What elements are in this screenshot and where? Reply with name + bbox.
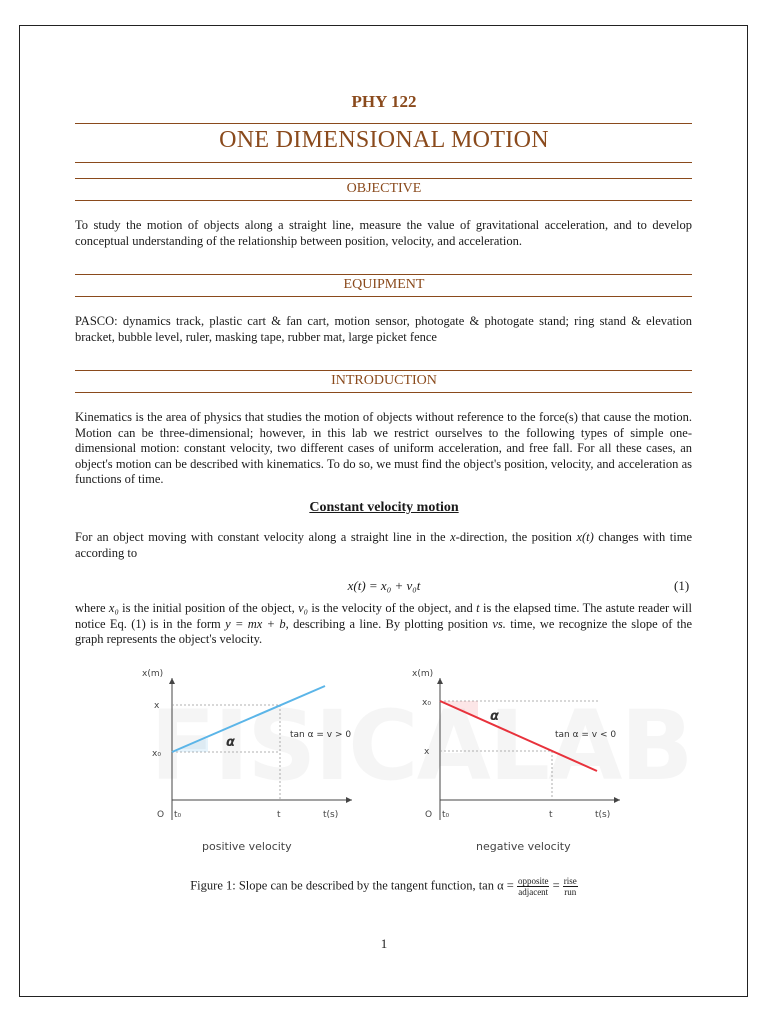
equipment-text: PASCO: dynamics track, plastic cart & fan cart, motion sensor, photogate & photogate stand; ring stand & elevation bracket, bubble level, ruler, masking tape, rubber mat, large picket fence	[75, 314, 692, 344]
right-t-label: t	[549, 810, 553, 820]
right-x0-label: x₀	[422, 698, 431, 708]
introduction-text: Kinematics is the area of physics that studies the motion of objects without reference to the force(s) that cause the motion. Motion can be three-dimensional; however, in this lab we restrict ourselves to the following types of simple one-dimensional motion: constant velocity, two different cases of uniform acceleration, and free fall. For all these cases, an object's motion can be described with kinematics. To do so, we must find the object's position, velocity, and acceleration as functions of time.	[75, 410, 692, 486]
introduction-heading: INTRODUCTION	[331, 373, 437, 388]
positive-velocity-graph	[140, 660, 360, 860]
left-t-label: t	[277, 810, 281, 820]
figure-caption: Figure 1: Slope can be described by the tangent function, tan α = $\frac{\text{opposite}}{\text{adjacent}}$ = $\frac{\text{rise}}{\text{run}}$	[190, 876, 577, 897]
equipment-heading: EQUIPMENT	[343, 277, 425, 292]
left-origin-label: O	[157, 810, 165, 820]
equation-1: x(t) = x₀ + v₀t	[347, 578, 421, 593]
title-rule-top	[75, 123, 692, 124]
right-alpha-label: α	[490, 709, 499, 724]
left-slope-text: tan α = v > 0	[290, 730, 352, 740]
page-title: ONE DIMENSIONAL MOTION	[219, 127, 549, 153]
right-origin-label: O	[425, 810, 433, 820]
left-x-arrow	[346, 797, 352, 803]
negative-velocity-graph	[410, 660, 630, 860]
objective-rule-top	[75, 178, 692, 179]
left-x0-label: x₀	[152, 749, 161, 759]
course-code: PHY 122	[351, 92, 417, 111]
left-x-label: x	[154, 701, 160, 711]
right-slope-text: tan α = v < 0	[555, 730, 617, 740]
right-x-arrow	[614, 797, 620, 803]
equipment-rule-top	[75, 274, 692, 275]
title-rule-bottom	[75, 162, 692, 163]
right-x-label: x	[424, 747, 430, 757]
right-graph-caption: negative velocity	[476, 840, 571, 853]
right-t0-label: t₀	[442, 810, 450, 820]
left-y-axis-label: x(m)	[142, 669, 164, 679]
left-x-axis-label: t(s)	[323, 810, 339, 820]
equation-explanation: where x₀ is the initial position of the object, v₀ is the velocity of the object, and t is the elapsed time. The astute reader will notice Eq. (1) is in the form y = mx + b, describing a line. By plotting position vs. time, we recognize the slope of the graph represents the object's velocity.	[75, 601, 692, 646]
page-number: 1	[380, 936, 388, 951]
left-y-arrow	[169, 678, 175, 684]
right-y-arrow	[437, 678, 443, 684]
equation-number: (1)	[674, 578, 690, 593]
introduction-rule-bottom	[75, 392, 692, 393]
objective-text: To study the motion of objects along a straight line, measure the value of gravitational acceleration, and to develop conceptual understanding of the relationship between position, velocity, and acceleration.	[75, 218, 692, 248]
objective-rule-bottom	[75, 200, 692, 201]
left-graph-caption: positive velocity	[202, 840, 292, 853]
right-y-axis-label: x(m)	[412, 669, 434, 679]
left-position-line	[172, 686, 325, 752]
introduction-rule-top	[75, 370, 692, 371]
left-alpha-label: α	[226, 735, 235, 750]
right-x-axis-label: t(s)	[595, 810, 611, 820]
left-t0-label: t₀	[174, 810, 182, 820]
objective-heading: OBJECTIVE	[346, 181, 422, 196]
fraction-opposite-adjacent: $\frac{\text{opposite}}{\text{adjacent}}$	[517, 876, 549, 897]
equipment-rule-bottom	[75, 296, 692, 297]
constant-velocity-heading: Constant velocity motion	[309, 500, 459, 515]
constant-velocity-intro: For an object moving with constant velocity along a straight line in the x-direction, the position x(t) changes with time according to	[75, 530, 692, 560]
fraction-rise-run: $\frac{\text{rise}}{\text{run}}$	[563, 876, 577, 897]
